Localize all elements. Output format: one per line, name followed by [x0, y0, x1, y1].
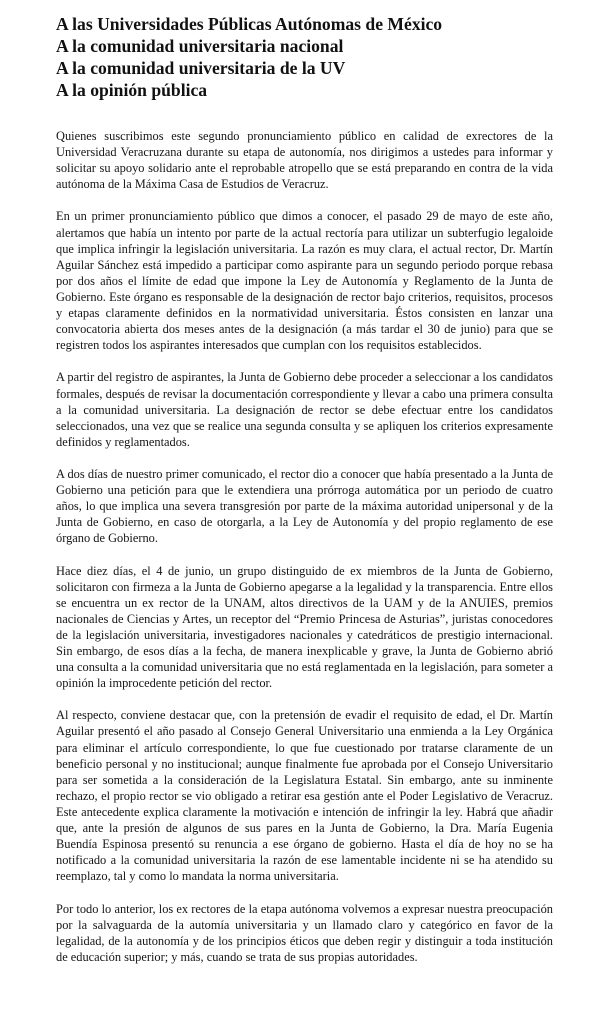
heading-public-opinion: A la opinión pública [56, 80, 208, 100]
paragraph-former-members: Hace diez días, el 4 de junio, un grupo distinguido de ex miembros de la Junta de Gobierno, solicitaron con firmeza a la Junta de Gobierno apegarse a la legalidad y la transparencia. Entre ellos se encuentra un ex rector de la UNAM, altos directivos de la UAM y de la ANUIES, premios nacionales de Ciencias y Artes, un receptor del “Premio Princesa de Asturias”, juristas conocedores de la legislación universitaria, investigadores nacionales y catedráticos de prestigio internacional. Sin embargo, de esos días a la fecha, de manera inexplicable y grave, la Junta de Gobierno abrió una consulta a la comunidad universitaria que no está reglamentada en la legislación, para someter a opinión la improcedente petición del rector. [56, 563, 553, 691]
paragraph-conclusion: Por todo lo anterior, los ex rectores de la etapa autónoma volvemos a expresar nuestra preocupación por la salvaguarda de la automía universitaria y un llamado claro y categórico en favor de la legalidad, de la autonomía y de los principios éticos que deben regir y distinguir a toda institución de educación superior; y más, cuando se trata de sus propias autoridades. [56, 901, 553, 964]
heading-national-community: A la comunidad universitaria nacional [56, 36, 344, 56]
paragraph-extension-request: A dos días de nuestro primer comunicado, el rector dio a conocer que había presentado a la Junta de Gobierno una petición para que le extendiera una prórroga automática por un periodo de cuatro años, lo que implica una severa transgresión por parte de la máxima autoridad unipersonal y de la Junta de Gobierno, en caso de otorgarla, a la Ley de Autonomía y del propio reglamento de ese órgano de Gobierno. [56, 466, 553, 546]
heading-uv-community: A la comunidad universitaria de la UV [56, 58, 346, 78]
paragraph-intro: Quienes suscribimos este segundo pronunciamiento público en calidad de exrectores de la Universidad Veracruzana durante su etapa de autonomía, nos dirigimos a ustedes para informar y solicitar su apoyo solidario ante el reprobable atropello que se está preparando en contra de la vida autónoma de la Máxima Casa de Estudios de Veracruz. [56, 129, 553, 192]
paragraph-first-statement: En un primer pronunciamiento público que dimos a conocer, el pasado 29 de mayo de este año, alertamos que había un intento por parte de la actual rectoría para utilizar un subterfugio legaloide que implica infringir la legislación universitaria. La razón es muy clara, el actual rector, Dr. Martín Aguilar Sánchez está impedido a participar como aspirante para un segundo periodo porque rebasa por dos años el límite de edad que impone la Ley de Autonomía y Reglamento de la Junta de Gobierno. Este órgano es responsable de la designación de rector bajo criterios, requisitos, procesos y etapas claramente definidos en la normatividad universitaria. Éstos consisten en lanzar una convocatoria abierta dos meses antes de la designación (a más tardar el 30 de junio) para que se registren todos los aspirantes interesados que cumplan con los requisitos establecidos. [56, 209, 553, 353]
letter-body [56, 128, 553, 981]
paragraph-age-requirement: Al respecto, conviene destacar que, con la pretensión de evadir el requisito de edad, el Dr. Martín Aguilar presentó el año pasado al Consejo General Universitario una enmienda a la Ley Orgánica para eliminar el artículo correspondiente, lo que fue cuestionado por tratarse claramente de un beneficio personal y no institucional; aunque finalmente fue aprobada por el Consejo Universitario para ser sometida a la consideración de la Legislatura Estatal. Sin embargo, ante su inminente rechazo, el propio rector se vio obligado a retirar esa gestión ante el Poder Legislativo de Veracruz. Este antecedente explica claramente la motivación e intención de infringir la ley. Habrá que añadir que, ante la presión de algunos de sus pares en la Junta de Gobierno, la Dra. María Eugenia Buendía Espinosa presentó su renuncia a ese órgano de gobierno. Hasta el día de hoy no se ha notificado a la comunidad universitaria la razón de ese lamentable incidente ni se ha atendido su reemplazo, tal y como lo mandata la norma universitaria. [56, 708, 553, 884]
addressee-headings [56, 13, 576, 101]
heading-universities: A las Universidades Públicas Autónomas de México [56, 14, 443, 34]
paragraph-registration-process: A partir del registro de aspirantes, la Junta de Gobierno debe proceder a seleccionar a los candidatos formales, después de revisar la documentación correspondiente y llevar a cabo una primera consulta a la comunidad universitaria. La designación de rector se debe efectuar entre los candidatos seleccionados, una vez que se realice una segunda consulta y se apliquen los criterios expresamente definidos y reglamentados. [56, 370, 553, 449]
